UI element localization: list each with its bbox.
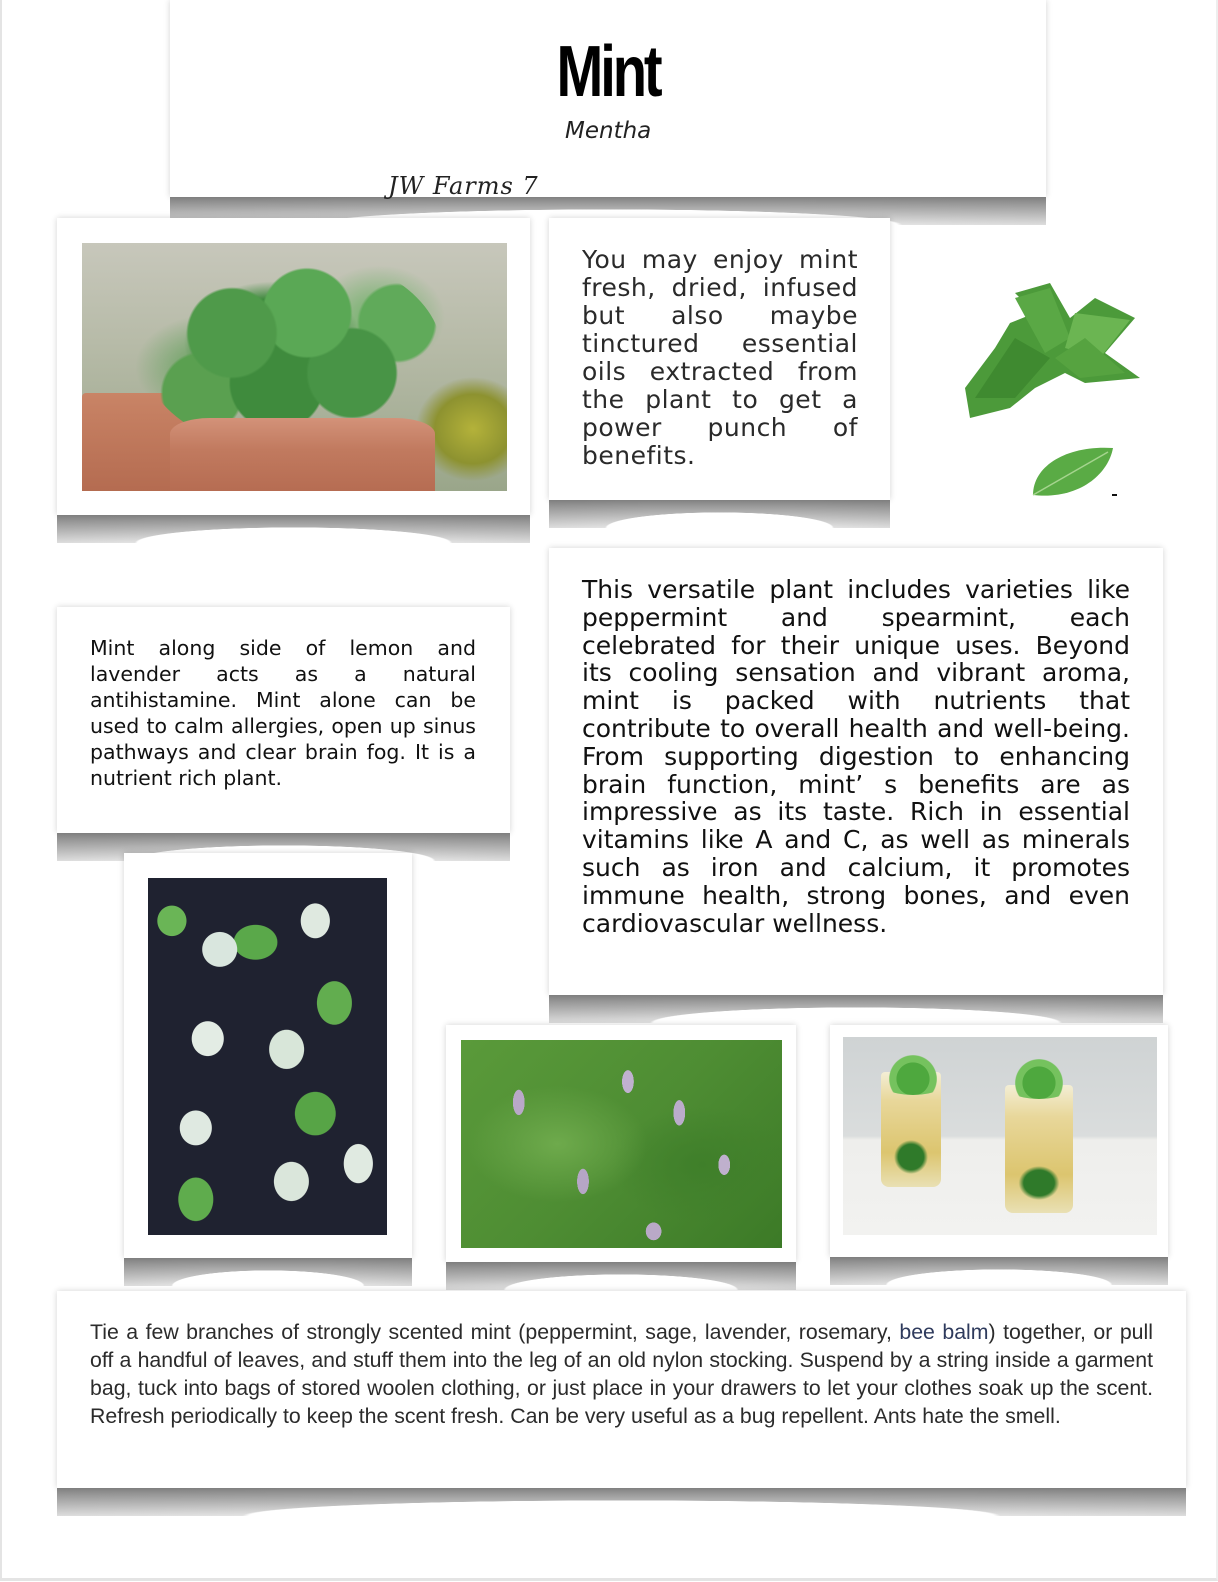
mint-leaf-icon — [1028, 440, 1118, 500]
potted-mint-image — [82, 243, 507, 491]
mint-sprig-icon — [955, 278, 1140, 428]
enjoy-paragraph: You may enjoy mint fresh, dried, infused but also maybe tinctured essential oils extracted from the plant to get a power punch of benefits. — [582, 245, 858, 470]
antihistamine-text-card — [57, 607, 510, 833]
stray-mark — [1112, 494, 1117, 496]
antihistamine-paragraph: Mint along side of lemon and lavender acts as a natural antihistamine. Mint alone can be used to calm allergies, open up sinus pathways and clear brain fog. It is a nutrient rich plant. — [90, 636, 476, 790]
muddled-mint — [891, 1137, 931, 1177]
sachet-paragraph — [90, 1318, 1153, 1430]
page-title: Mint — [556, 32, 660, 112]
mint-garnish-right — [999, 1059, 1079, 1099]
flowers-photo-card — [446, 1025, 796, 1262]
mint-leaves-image — [950, 278, 1142, 502]
scientific-name: Mentha — [565, 118, 652, 144]
potted-mint-photo-card — [57, 218, 530, 515]
muddled-mint — [1015, 1163, 1063, 1203]
mint-garnish-left — [873, 1055, 953, 1095]
header-card — [170, 0, 1046, 197]
sachet-text-end: ) together, or pull off a handful of leaves, and stuff them into the leg of an old nylon stocking. Suspend by a string inside a garment bag, tuck into bags of stored woolen clothing, or just place in your drawers to let your clothes soak up the scent. Refresh periodically to keep the scent fresh. Can be very useful as a bug repellent. Ants hate the smell. — [90, 1320, 1153, 1428]
drinks-photo-card — [830, 1025, 1168, 1257]
versatile-text-card — [549, 548, 1163, 995]
bee-balm-link[interactable]: bee balm — [899, 1320, 989, 1344]
terracotta-pot-front — [170, 418, 435, 491]
ice-cubes-photo-card — [124, 853, 412, 1258]
sachet-text-card — [57, 1291, 1186, 1488]
mint-drinks-image — [843, 1037, 1157, 1235]
mint-flowers-image — [461, 1040, 782, 1248]
enjoy-text-card — [549, 218, 890, 500]
mint-ice-cubes-image — [148, 878, 387, 1235]
sachet-text-start: Tie a few branches of strongly scented mint (peppermint, sage, lavender, rosemary, — [90, 1320, 900, 1344]
versatile-paragraph: This versatile plant includes varieties like peppermint and spearmint, each celebrated for their unique uses. Beyond its cooling sensation and vibrant aroma, mint is packed with nutrients that contribute to overall health and well-being. From supporting digestion to enhancing brain function, mint’ s benefits are as impressive as its taste. Rich in essential vitamins like A and C, as well as minerals such as iron and calcium, it promotes immune health, strong bones, and even cardiovascular wellness. — [582, 575, 1130, 938]
brand-signature: JW Farms 7 — [388, 172, 539, 200]
cocktail-glass-right — [1005, 1085, 1073, 1213]
